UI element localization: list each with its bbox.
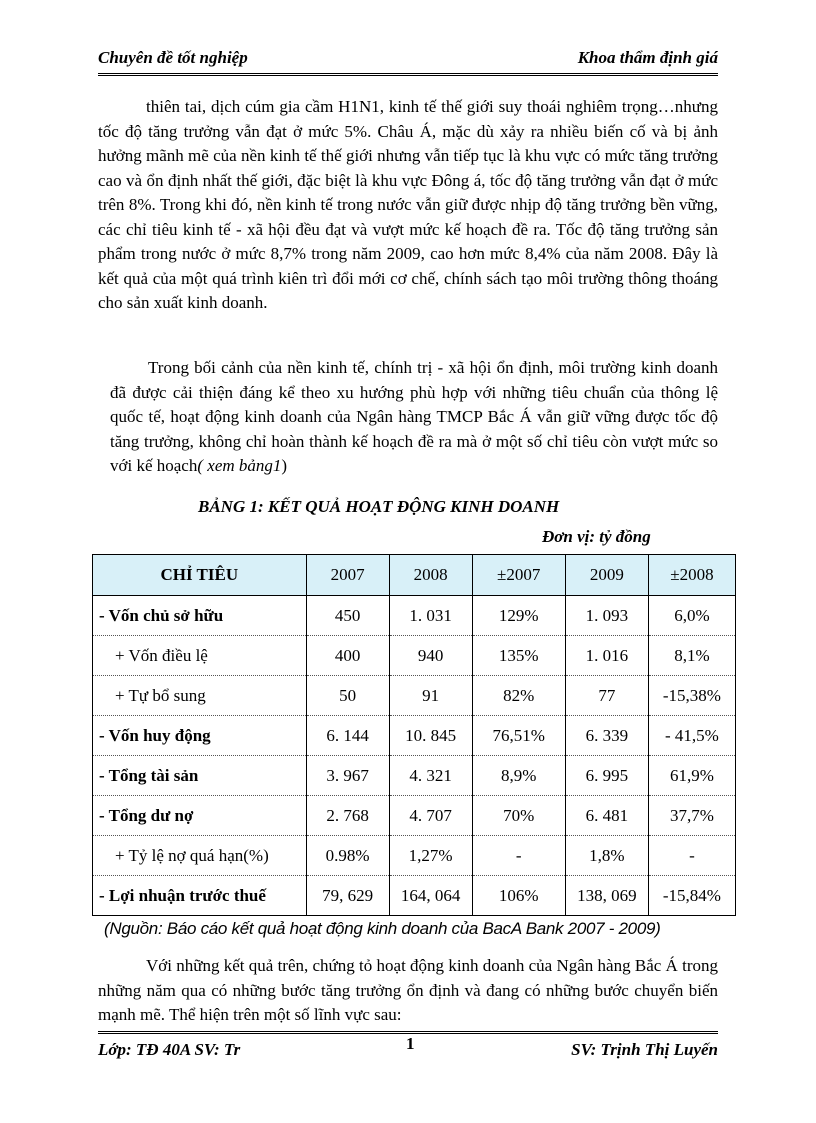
table-cell: 0.98%	[306, 836, 389, 876]
paragraph-3-text: Với những kết quả trên, chứng tỏ hoạt động kinh doanh của Ngân hàng Bắc Á trong những năm qua có những bước tăng trưởng ổn định và đang có những bước chuyển biến mạnh mẽ. Thể hiện trên một số lĩnh vực sau:	[98, 956, 718, 1024]
table-cell: 79, 629	[306, 876, 389, 916]
table-cell: 91	[389, 676, 472, 716]
table-cell: 77	[565, 676, 648, 716]
table-cell: 164, 064	[389, 876, 472, 916]
table-row	[93, 716, 736, 756]
table-cell: 3. 967	[306, 756, 389, 796]
table-cell: -	[472, 836, 565, 876]
table-cell: 6. 339	[565, 716, 648, 756]
header-cell: 2007	[306, 555, 389, 596]
table-cell: 8,9%	[472, 756, 565, 796]
table-row	[93, 876, 736, 916]
table-cell: 10. 845	[389, 716, 472, 756]
table-cell: 61,9%	[648, 756, 735, 796]
table-cell: 37,7%	[648, 796, 735, 836]
header-cell: 2008	[389, 555, 472, 596]
row-label: - Lợi nhuận trước thuế	[93, 876, 307, 916]
row-label: - Vốn huy động	[93, 716, 307, 756]
header-cell: 2009	[565, 555, 648, 596]
table-cell: -	[648, 836, 735, 876]
paragraph-2	[110, 356, 718, 479]
footer-class-info: Lớp: TĐ 40A SV: Tr	[98, 1040, 241, 1059]
table-row	[93, 636, 736, 676]
paragraph-2-text: Trong bối cảnh của nền kinh tế, chính trị - xã hội ổn định, môi trường kinh doanh đã được cải thiện đáng kể theo xu hướng phù hợp với những tiêu chuẩn của thông lệ quốc tế, hoạt động kinh doanh của Ngân hàng TMCP Bắc Á vẫn giữ vững được tốc độ tăng trưởng, không chỉ hoàn thành kế hoạch đề ra mà ở một số chỉ tiêu còn vượt mức so với kế hoạch	[110, 358, 718, 475]
table-cell: 50	[306, 676, 389, 716]
table-cell: 106%	[472, 876, 565, 916]
table-cell: 6. 995	[565, 756, 648, 796]
header-cell: CHỈ TIÊU	[93, 555, 307, 596]
table-cell: -15,84%	[648, 876, 735, 916]
paragraph-3	[98, 954, 718, 1028]
table-cell: 6. 144	[306, 716, 389, 756]
page-number: 1	[406, 1034, 415, 1053]
table-cell: 6. 481	[565, 796, 648, 836]
table-cell: 450	[306, 596, 389, 636]
table-cell: 4. 707	[389, 796, 472, 836]
table-cell: 138, 069	[565, 876, 648, 916]
page-footer	[98, 1034, 718, 1064]
page-header	[98, 46, 718, 72]
table-cell: 135%	[472, 636, 565, 676]
table-cell: 400	[306, 636, 389, 676]
row-label: + Tự bổ sung	[93, 676, 307, 716]
table-cell: 1. 031	[389, 596, 472, 636]
header-cell: ±2007	[472, 555, 565, 596]
paragraph-1	[98, 95, 718, 316]
header-cell: ±2008	[648, 555, 735, 596]
table-cell: 1,27%	[389, 836, 472, 876]
header-right-title: Khoa thẩm định giá	[577, 48, 718, 67]
row-label: + Tỷ lệ nợ quá hạn(%)	[93, 836, 307, 876]
table-cell: 129%	[472, 596, 565, 636]
row-label: + Vốn điều lệ	[93, 636, 307, 676]
table-cell: -15,38%	[648, 676, 735, 716]
table-cell: 70%	[472, 796, 565, 836]
table-cell: 8,1%	[648, 636, 735, 676]
table-reference: ( xem bảng1	[197, 456, 282, 475]
header-left-title: Chuyên đề tốt nghiệp	[98, 48, 248, 67]
table-source-note: (Nguồn: Báo cáo kết quả hoạt động kinh doanh của BacA Bank 2007 - 2009)	[104, 919, 661, 938]
table-row	[93, 796, 736, 836]
table-cell: - 41,5%	[648, 716, 735, 756]
table-row	[93, 756, 736, 796]
table-cell: 82%	[472, 676, 565, 716]
table-cell: 1,8%	[565, 836, 648, 876]
footer-student-name: SV: Trịnh Thị Luyến	[571, 1040, 718, 1059]
table-header-row	[93, 555, 736, 596]
table-cell: 940	[389, 636, 472, 676]
paragraph-2-end: )	[281, 456, 288, 475]
table-cell: 6,0%	[648, 596, 735, 636]
table-row	[93, 836, 736, 876]
results-table	[92, 554, 736, 916]
table-cell: 2. 768	[306, 796, 389, 836]
table-cell: 4. 321	[389, 756, 472, 796]
row-label: - Tổng dư nợ	[93, 796, 307, 836]
table-cell: 76,51%	[472, 716, 565, 756]
header-rule	[98, 73, 718, 76]
table-cell: 1. 093	[565, 596, 648, 636]
table-cell: 1. 016	[565, 636, 648, 676]
table-unit: Đơn vị: tỷ đồng	[542, 527, 651, 546]
paragraph-1-text: thiên tai, dịch cúm gia cầm H1N1, kinh tế thế giới suy thoái nghiêm trọng…nhưng tốc độ tăng trưởng vẫn đạt ở mức 5%. Châu Á, mặc dù xảy ra nhiều biến cố và bị ảnh hưởng mãnh mẽ của nền kinh tế thế giới nhưng vẫn tiếp tục là khu vực có mức tăng trưởng cao và ổn định nhất thế giới, đặc biệt là khu vực Đông á, tốc độ tăng trưởng vẫn đạt ở mức trên 8%. Trong khi đó, nền kinh tế trong nước vẫn giữ được nhịp độ tăng trưởng bền vững, các chỉ tiêu kinh tế - xã hội đều đạt và vượt mức kế hoạch đề ra. Tốc độ tăng trưởng sản phẩm trong nước ở mức 8,7% trong năm 2009, cao hơn mức 8,4% của năm 2008. Đây là kết quả của một quá trình kiên trì đổi mới cơ chế, chính sách tạo môi trường thông thoáng cho sản xuất kinh doanh.	[98, 97, 718, 312]
row-label: - Vốn chủ sở hữu	[93, 596, 307, 636]
table-row	[93, 596, 736, 636]
table-row	[93, 676, 736, 716]
table-title: BẢNG 1: KẾT QUẢ HOẠT ĐỘNG KINH DOANH	[198, 497, 560, 516]
row-label: - Tổng tài sản	[93, 756, 307, 796]
